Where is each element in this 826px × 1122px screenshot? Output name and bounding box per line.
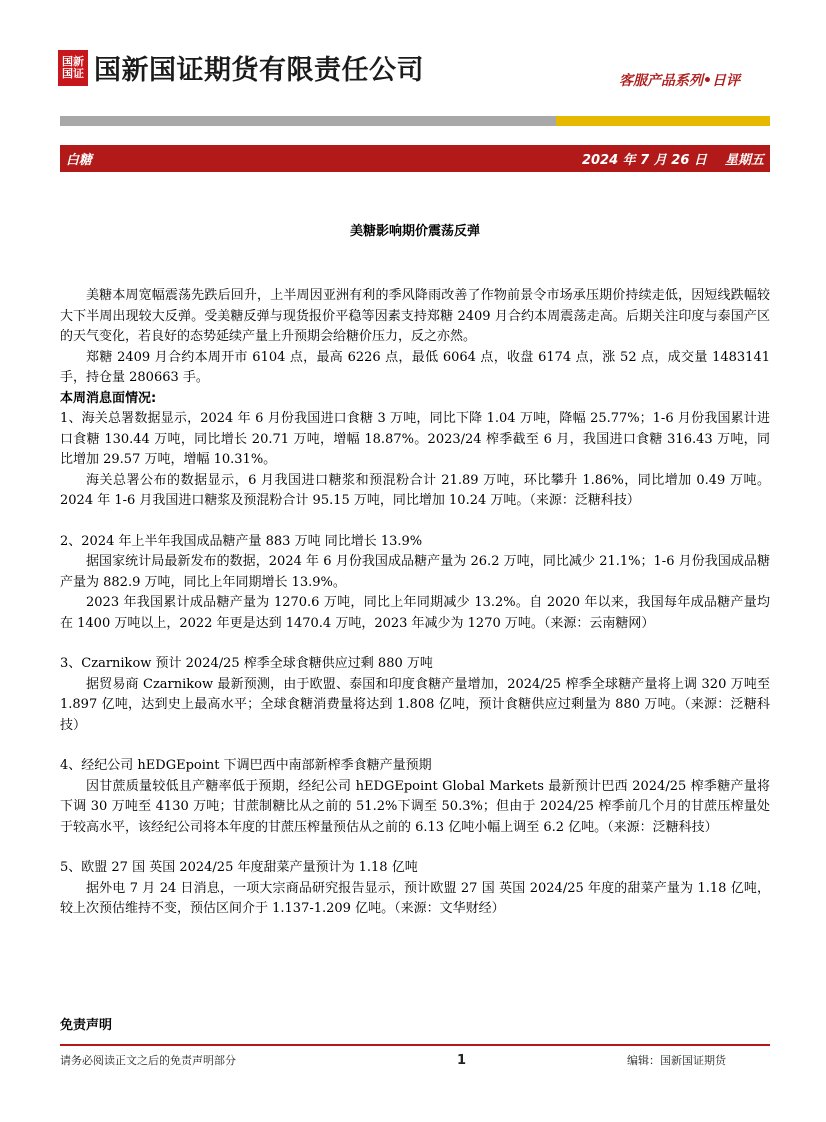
series-label: 客服产品系列•日评 — [619, 73, 740, 89]
news-4-title: 4、经纪公司 hEDGEpoint 下调巴西中南部新榨季食糖产量预期 — [60, 758, 432, 773]
news-5-detail: 据外电 7 月 24 日消息，一项大宗商品研究报告显示，预计欧盟 27 国 英国 2024/25 年度的甜菜产量为 1.18 亿吨，较上次预估维持不变，预估区间介于 1.137-1.209 亿吨。（来源：文华财经） — [60, 880, 770, 916]
news-2-title: 2、2024 年上半年我国成品糖产量 883 万吨 同比增长 13.9% — [60, 533, 423, 549]
header-stripe — [60, 116, 770, 126]
paragraph-summary: 美糖本周宽幅震荡先跌后回升，上半周因亚洲有利的季风降雨改善了作物前景令市场承压期价持续走低，因短线跌幅较大下半周出现较大反弹。受美糖反弹与现货报价平稳等因素支持郑糖 2409 月合约本周震荡走高。后期关注印度与泰国产区的天气变化，若良好的态势延续产量上升预期会给糖价压力，反之亦然。 — [60, 288, 770, 344]
news-2-detail-a: 据国家统计局最新发布的数据，2024 年 6 月份我国成品糖产量为 26.2 万吨，同比减少 21.1%；1-6 月份我国成品糖产量为 882.9 万吨，同比上年同期增长 13.9%。 — [60, 554, 770, 590]
product-name: 白糖 — [66, 153, 93, 168]
report-date: 2024 年 7 月 26 日 星期五 — [581, 153, 764, 168]
footer-note: 请务必阅读正文之后的免责声明部分 — [60, 1054, 236, 1067]
disclaimer-heading: 免责声明 — [60, 1018, 113, 1033]
logo-mark-icon: 国新国证 — [58, 50, 88, 86]
stripe-gold — [556, 116, 770, 126]
company-logo — [58, 48, 424, 87]
page-number: 1 — [456, 1052, 467, 1068]
news-4-detail: 因甘蔗质量较低且产糖率低于预期，经纪公司 hEDGEpoint Global Markets 最新预计巴西 2024/25 榨季糖产量将下调 30 万吨至 4130 万吨；甘蔗制糖比从之前的 51.2%下调至 50.3%；但由于 2024/25 榨季前几个月的甘蔗压榨量处于较高水平，该经纪公司将本年度的甘蔗压榨量预估从之前的 6.13 亿吨小幅上调至 6.2 亿吨。（来源：泛糖科技） — [60, 778, 770, 835]
page-footer — [60, 1052, 770, 1068]
footer-divider — [60, 1044, 770, 1046]
footer-editor: 编辑：国新国证期货 — [626, 1054, 726, 1067]
report-body — [60, 286, 770, 920]
news-3-title: 3、Czarnikow 预计 2024/25 榨季全球食糖供应过剩 880 万吨 — [60, 656, 433, 671]
product-date-bar — [60, 145, 770, 172]
report-title: 美糖影响期价震荡反弹 — [349, 224, 480, 239]
news-2-detail-b: 2023 年我国累计成品糖产量为 1270.6 万吨，同比上年同期减少 13.2%。自 2020 年以来，我国每年成品糖产量均在 1400 万吨以上，2022 年更是达到 1470.4 万吨，2023 年减少为 1270 万吨。（来源：云南糖网） — [60, 595, 770, 631]
news-5-title: 5、欧盟 27 国 英国 2024/25 年度甜菜产量预计为 1.18 亿吨 — [60, 860, 418, 875]
paragraph-market-data: 郑糖 2409 月合约本周开市 6104 点，最高 6226 点，最低 6064 点，收盘 6174 点，涨 52 点，成交量 1483141 手，持仓量 280663 手。 — [60, 349, 770, 385]
news-1: 1、海关总署数据显示，2024 年 6 月份我国进口食糖 3 万吨，同比下降 1.04 万吨，降幅 25.77%；1-6 月份我国累计进口食糖 130.44 万吨，同比增长 20.71 万吨，增幅 18.87%。2023/24 榨季截至 6 月，我国进口食糖 316.43 万吨，同比增加 29.57 万吨，增幅 10.31%。 — [60, 411, 770, 467]
news-3-detail: 据贸易商 Czarnikow 最新预测，由于欧盟、泰国和印度食糖产量增加，2024/25 榨季全球糖产量将上调 320 万吨至 1.897 亿吨，达到史上最高水平；全球食糖消费量将达到 1.808 亿吨，预计食糖供应过剩量为 880 万吨。（来源：泛糖科技） — [60, 676, 770, 733]
stripe-gray — [60, 116, 556, 126]
company-name: 国新国证期货有限责任公司 — [94, 55, 424, 86]
news-1-detail: 海关总署公布的数据显示，6 月我国进口糖浆和预混粉合计 21.89 万吨，环比攀升 1.86%，同比增加 0.49 万吨。2024 年 1-6 月我国进口糖浆及预混粉合计 95.15 万吨，同比增加 10.24 万吨。（来源：泛糖科技） — [60, 472, 770, 508]
news-heading: 本周消息面情况: — [60, 390, 157, 406]
